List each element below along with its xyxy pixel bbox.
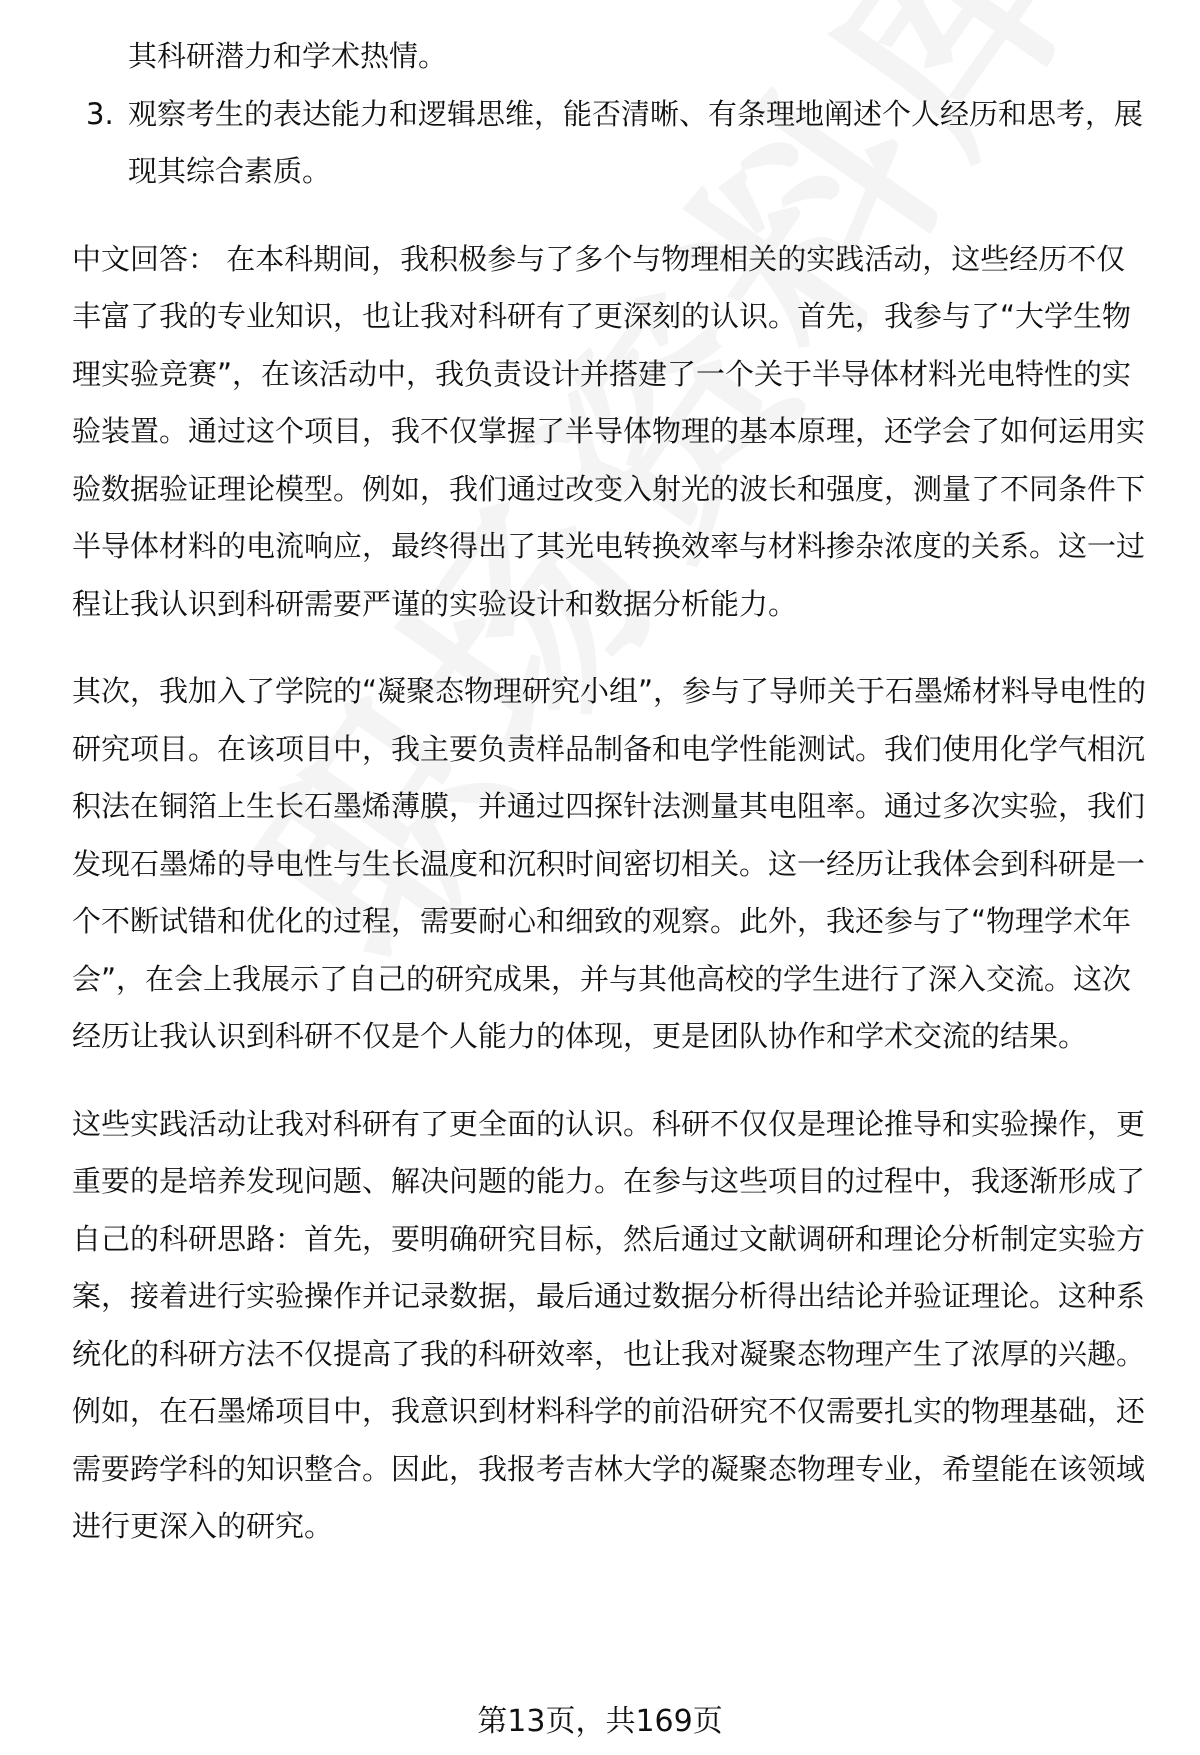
paragraph-answer-intro: 中文回答： 在本科期间，我积极参与了多个与物理相关的实践活动，这些经历不仅丰富了我的专业知识，也让我对科研有了更深刻的认识。首先，我参与了“大学生物理实验竞赛”，在该活动中，我负责设计并搭建了一个关于半导体材料光电特性的实验装置。通过这个项目，我不仅掌握了半导体物理的基本原理，还学会了如何运用实验数据验证理论模型。例如，我们通过改变入射光的波长和强度，测量了不同条件下半导体材料的电流响应，最终得出了其光电转换效率与材料掺杂浓度的关系。这一过程让我认识到科研需要严谨的实验设计和数据分析能力。 <box>72 241 1146 621</box>
paragraph-gap <box>72 633 1152 663</box>
paragraph-gap <box>72 201 1152 231</box>
list-item-number: 3. <box>86 96 114 131</box>
paragraph-conclusion: 这些实践活动让我对科研有了更全面的认识。科研不仅仅是理论推导和实验操作，更重要的是培养发现问题、解决问题的能力。在参与这些项目的过程中，我逐渐形成了自己的科研思路：首先，要明确研究目标，然后通过文献调研和理论分析制定实验方案，接着进行实验操作并记录数据，最后通过数据分析得出结论并验证理论。这种系统化的科研方法不仅提高了我的科研效率，也让我对凝聚态物理产生了浓厚的兴趣。例如，在石墨烯项目中，我意识到材料科学的前沿研究不仅需要扎实的物理基础，还需要跨学科的知识整合。因此，我报考吉林大学的凝聚态物理专业，希望能在该领域进行更深入的研究。 <box>72 1106 1146 1543</box>
document-body <box>72 28 1152 1556</box>
list-item-3 <box>72 86 1152 201</box>
list-item-continuation: 其科研潜力和学术热情。 <box>128 39 448 73</box>
page-number-footer: 第13页，共169页 <box>477 1704 723 1739</box>
paragraph-gap <box>72 1066 1152 1096</box>
paragraph-research-group: 其次，我加入了学院的“凝聚态物理研究小组”，参与了导师关于石墨烯材料导电性的研究项目。在该项目中，我主要负责样品制备和电学性能测试。我们使用化学气相沉积法在铜箔上生长石墨烯薄膜，并通过四探针法测量其电阻率。通过多次实验，我们发现石墨烯的导电性与生长温度和沉积时间密切相关。这一经历让我体会到科研是一个不断试错和优化的过程，需要耐心和细致的观察。此外，我还参与了“物理学术年会”，在会上我展示了自己的研究成果，并与其他高校的学生进行了深入交流。这次经历让我认识到科研不仅是个人能力的体现，更是团队协作和学术交流的结果。 <box>72 674 1147 1053</box>
list-item-text: 观察考生的表达能力和逻辑思维，能否清晰、有条理地阐述个人经历和思考，展现其综合素质。 <box>128 96 1144 188</box>
